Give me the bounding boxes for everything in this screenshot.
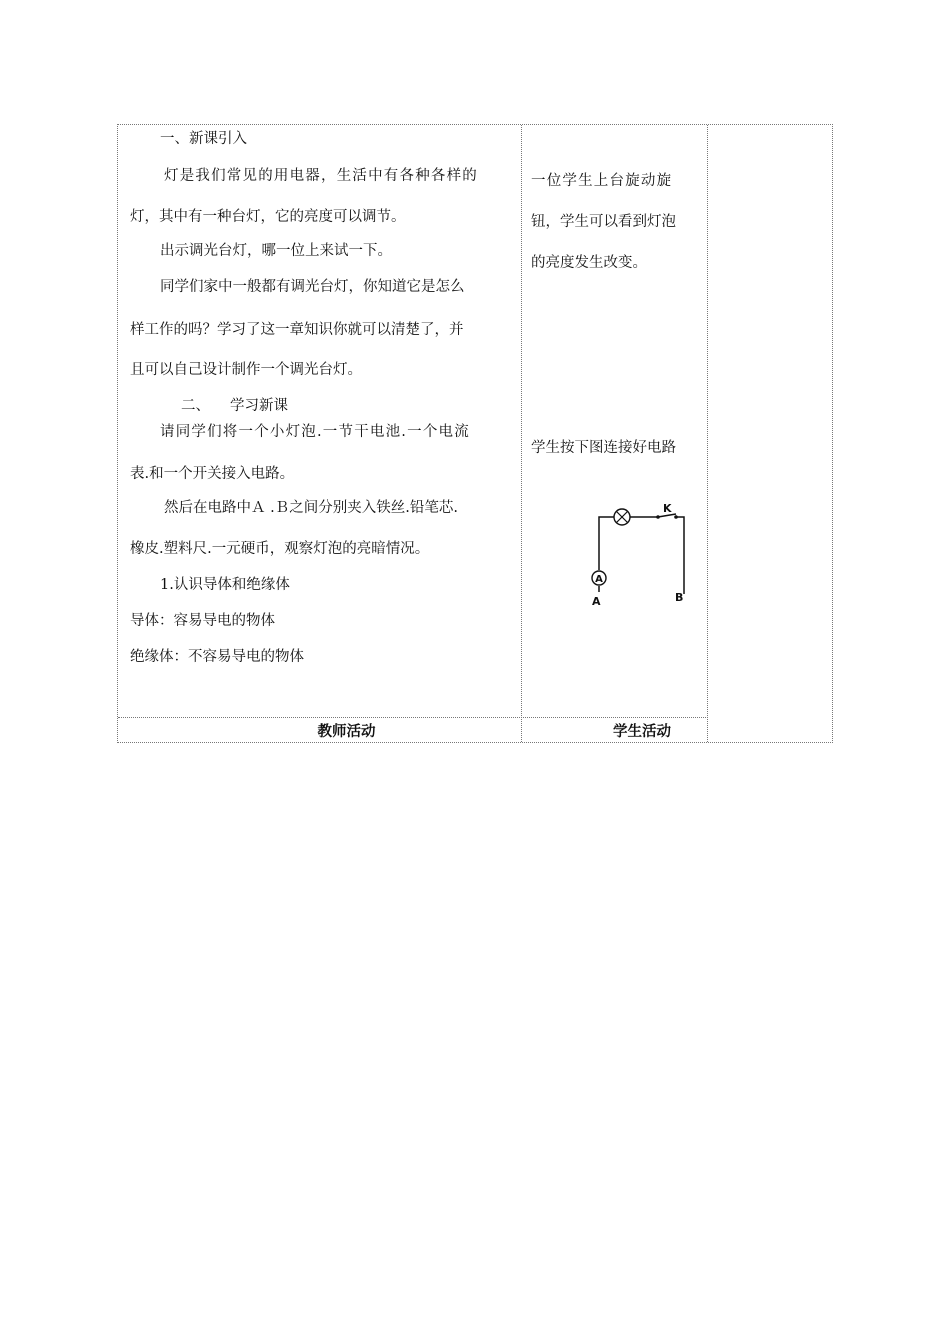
- paragraph-line: 橡皮.塑料尺.一元硬币，观察灯泡的亮暗情况。: [130, 541, 430, 557]
- circuit-diagram: [588, 496, 708, 626]
- paragraph-line: 出示调光台灯，哪一位上来试一下。: [160, 243, 392, 259]
- column-divider: [521, 125, 522, 742]
- teacher-activity-header: 教师活动: [317, 724, 376, 740]
- section2-number: 二、: [181, 398, 210, 414]
- ammeter-icon: [592, 571, 606, 585]
- paragraph-line: 且可以自己设计制作一个调光台灯。: [130, 362, 362, 378]
- ammeter-symbol: A: [595, 574, 603, 585]
- definition-insulator: 绝缘体：不容易导电的物体: [130, 649, 304, 665]
- student-activity-header: 学生活动: [613, 724, 671, 740]
- bulb-icon: [614, 509, 630, 525]
- switch-label: K: [663, 502, 672, 515]
- point-a-label: A: [592, 595, 601, 608]
- column-divider: [707, 125, 708, 742]
- paragraph-line: 灯，其中有一种台灯，它的亮度可以调节。: [130, 209, 406, 225]
- paragraph-line: 表.和一个开关接入电路。: [130, 466, 295, 482]
- paragraph-line: 灯是我们常见的用电器，生活中有各种各样的: [164, 168, 478, 184]
- row-divider: [118, 717, 706, 718]
- student-text-line: 一位学生上台旋动旋: [531, 173, 673, 189]
- numbered-item: 1.认识导体和绝缘体: [160, 577, 290, 593]
- paragraph-line: 请同学们将一个小灯泡.一节干电池.一个电流: [160, 424, 470, 440]
- paragraph-line: 样工作的吗？学习了这一章知识你就可以清楚了，并: [130, 322, 464, 338]
- lesson-table: [117, 124, 833, 743]
- section1-title: 一、新课引入: [160, 131, 247, 147]
- student-text-line: 的亮度发生改变。: [531, 255, 647, 271]
- point-b-label: B: [675, 591, 684, 604]
- section2-title: 学习新课: [230, 398, 288, 414]
- student-text-line: 钮，学生可以看到灯泡: [531, 214, 676, 230]
- student-text-line: 学生按下图连接好电路: [531, 440, 676, 456]
- paragraph-line: 然后在电路中Ａ .Ｂ之间分别夹入铁丝.铅笔芯.: [164, 500, 458, 516]
- paragraph-line: 同学们家中一般都有调光台灯，你知道它是怎么: [160, 279, 465, 295]
- definition-conductor: 导体：容易导电的物体: [130, 613, 275, 629]
